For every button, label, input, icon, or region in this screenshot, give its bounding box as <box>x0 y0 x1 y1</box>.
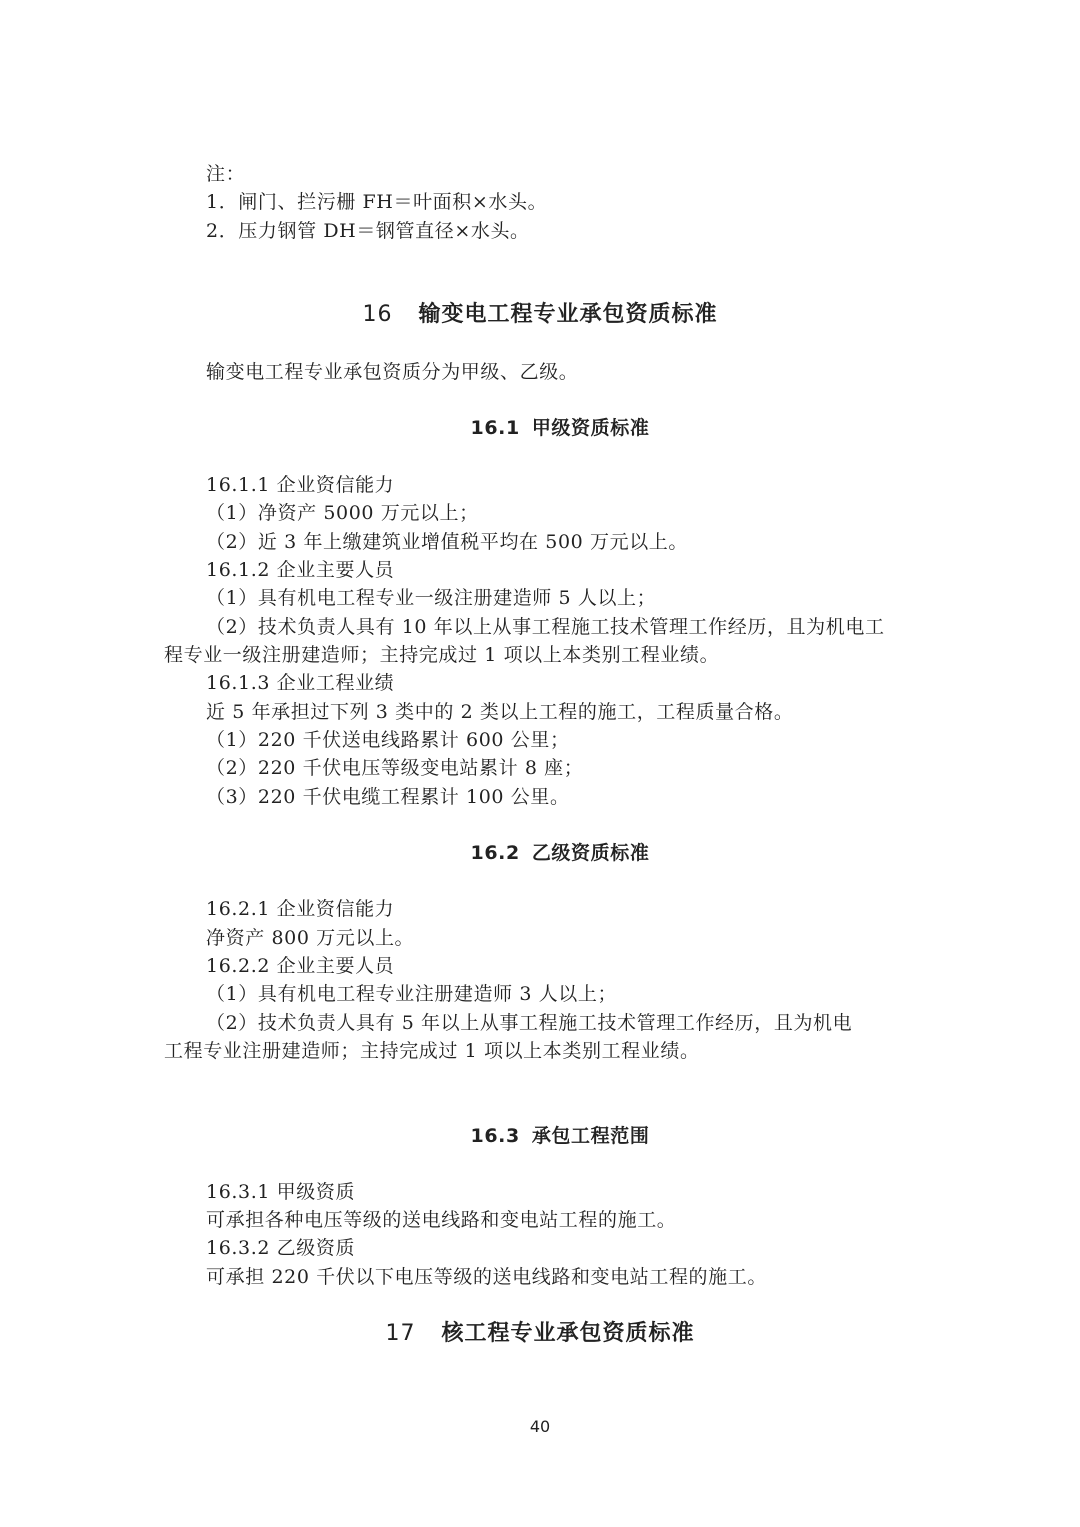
note-item: 1．闸门、拦污栅 FH＝叶面积×水头。 <box>206 191 548 213</box>
subsection-heading <box>0 414 1080 442</box>
section-number: 16 <box>362 302 393 327</box>
section-title: 输变电工程专业承包资质标准 <box>418 302 718 327</box>
clause-item: （1）净资产 5000 万元以上； <box>206 502 479 524</box>
section-number: 17 <box>385 1321 416 1346</box>
clause-text: 可承担 220 千伏以下电压等级的送电线路和变电站工程的施工。 <box>206 1266 767 1288</box>
page-number: 40 <box>529 1417 551 1436</box>
clause-item: （3）220 千伏电缆工程累计 100 公里。 <box>206 786 570 808</box>
subsection-title: 甲级资质标准 <box>531 417 650 439</box>
clause-heading: 16.1.3 企业工程业绩 <box>206 672 395 694</box>
subsection-title: 承包工程范围 <box>531 1125 650 1147</box>
notes-label: 注： <box>206 163 246 185</box>
subsection-number: 16.3 <box>470 1125 520 1147</box>
section-title: 核工程专业承包资质标准 <box>441 1321 695 1346</box>
clause-item-continuation: 工程专业注册建造师；主持完成过 1 项以上本类别工程业绩。 <box>164 1040 700 1062</box>
clause-heading: 16.3.1 甲级资质 <box>206 1181 356 1203</box>
subsection-number: 16.2 <box>470 842 520 864</box>
clause-item: （2）技术负责人具有 5 年以上从事工程施工技术管理工作经历，且为机电 <box>206 1012 853 1034</box>
clause-item: （2）220 千伏电压等级变电站累计 8 座； <box>206 757 584 779</box>
subsection-title: 乙级资质标准 <box>531 842 650 864</box>
clause-item-continuation: 程专业一级注册建造师；主持完成过 1 项以上本类别工程业绩。 <box>164 644 720 666</box>
clause-item: （1）具有机电工程专业注册建造师 3 人以上； <box>206 983 618 1005</box>
section-heading <box>0 1318 1080 1350</box>
clause-text: 净资产 800 万元以上。 <box>206 927 415 949</box>
section-heading <box>0 299 1080 331</box>
clause-item: （2）近 3 年上缴建筑业增值税平均在 500 万元以上。 <box>206 531 689 553</box>
clause-item: （1）220 千伏送电线路累计 600 公里； <box>206 729 570 751</box>
clause-item: （1）具有机电工程专业一级注册建造师 5 人以上； <box>206 587 657 609</box>
clause-heading: 16.1.2 企业主要人员 <box>206 559 395 581</box>
section-intro: 输变电工程专业承包资质分为甲级、乙级。 <box>206 361 579 383</box>
subsection-heading <box>0 1122 1080 1150</box>
clause-heading: 16.3.2 乙级资质 <box>206 1237 356 1259</box>
note-item: 2．压力钢管 DH＝钢管直径×水头。 <box>206 220 530 242</box>
subsection-heading <box>0 839 1080 867</box>
clause-item: （2）技术负责人具有 10 年以上从事工程施工技术管理工作经历，且为机电工 <box>206 616 885 638</box>
subsection-number: 16.1 <box>470 417 520 439</box>
clause-heading: 16.2.2 企业主要人员 <box>206 955 395 977</box>
clause-text: 可承担各种电压等级的送电线路和变电站工程的施工。 <box>206 1209 677 1231</box>
clause-heading: 16.1.1 企业资信能力 <box>206 474 395 496</box>
clause-text: 近 5 年承担过下列 3 类中的 2 类以上工程的施工，工程质量合格。 <box>206 701 794 723</box>
clause-heading: 16.2.1 企业资信能力 <box>206 898 395 920</box>
